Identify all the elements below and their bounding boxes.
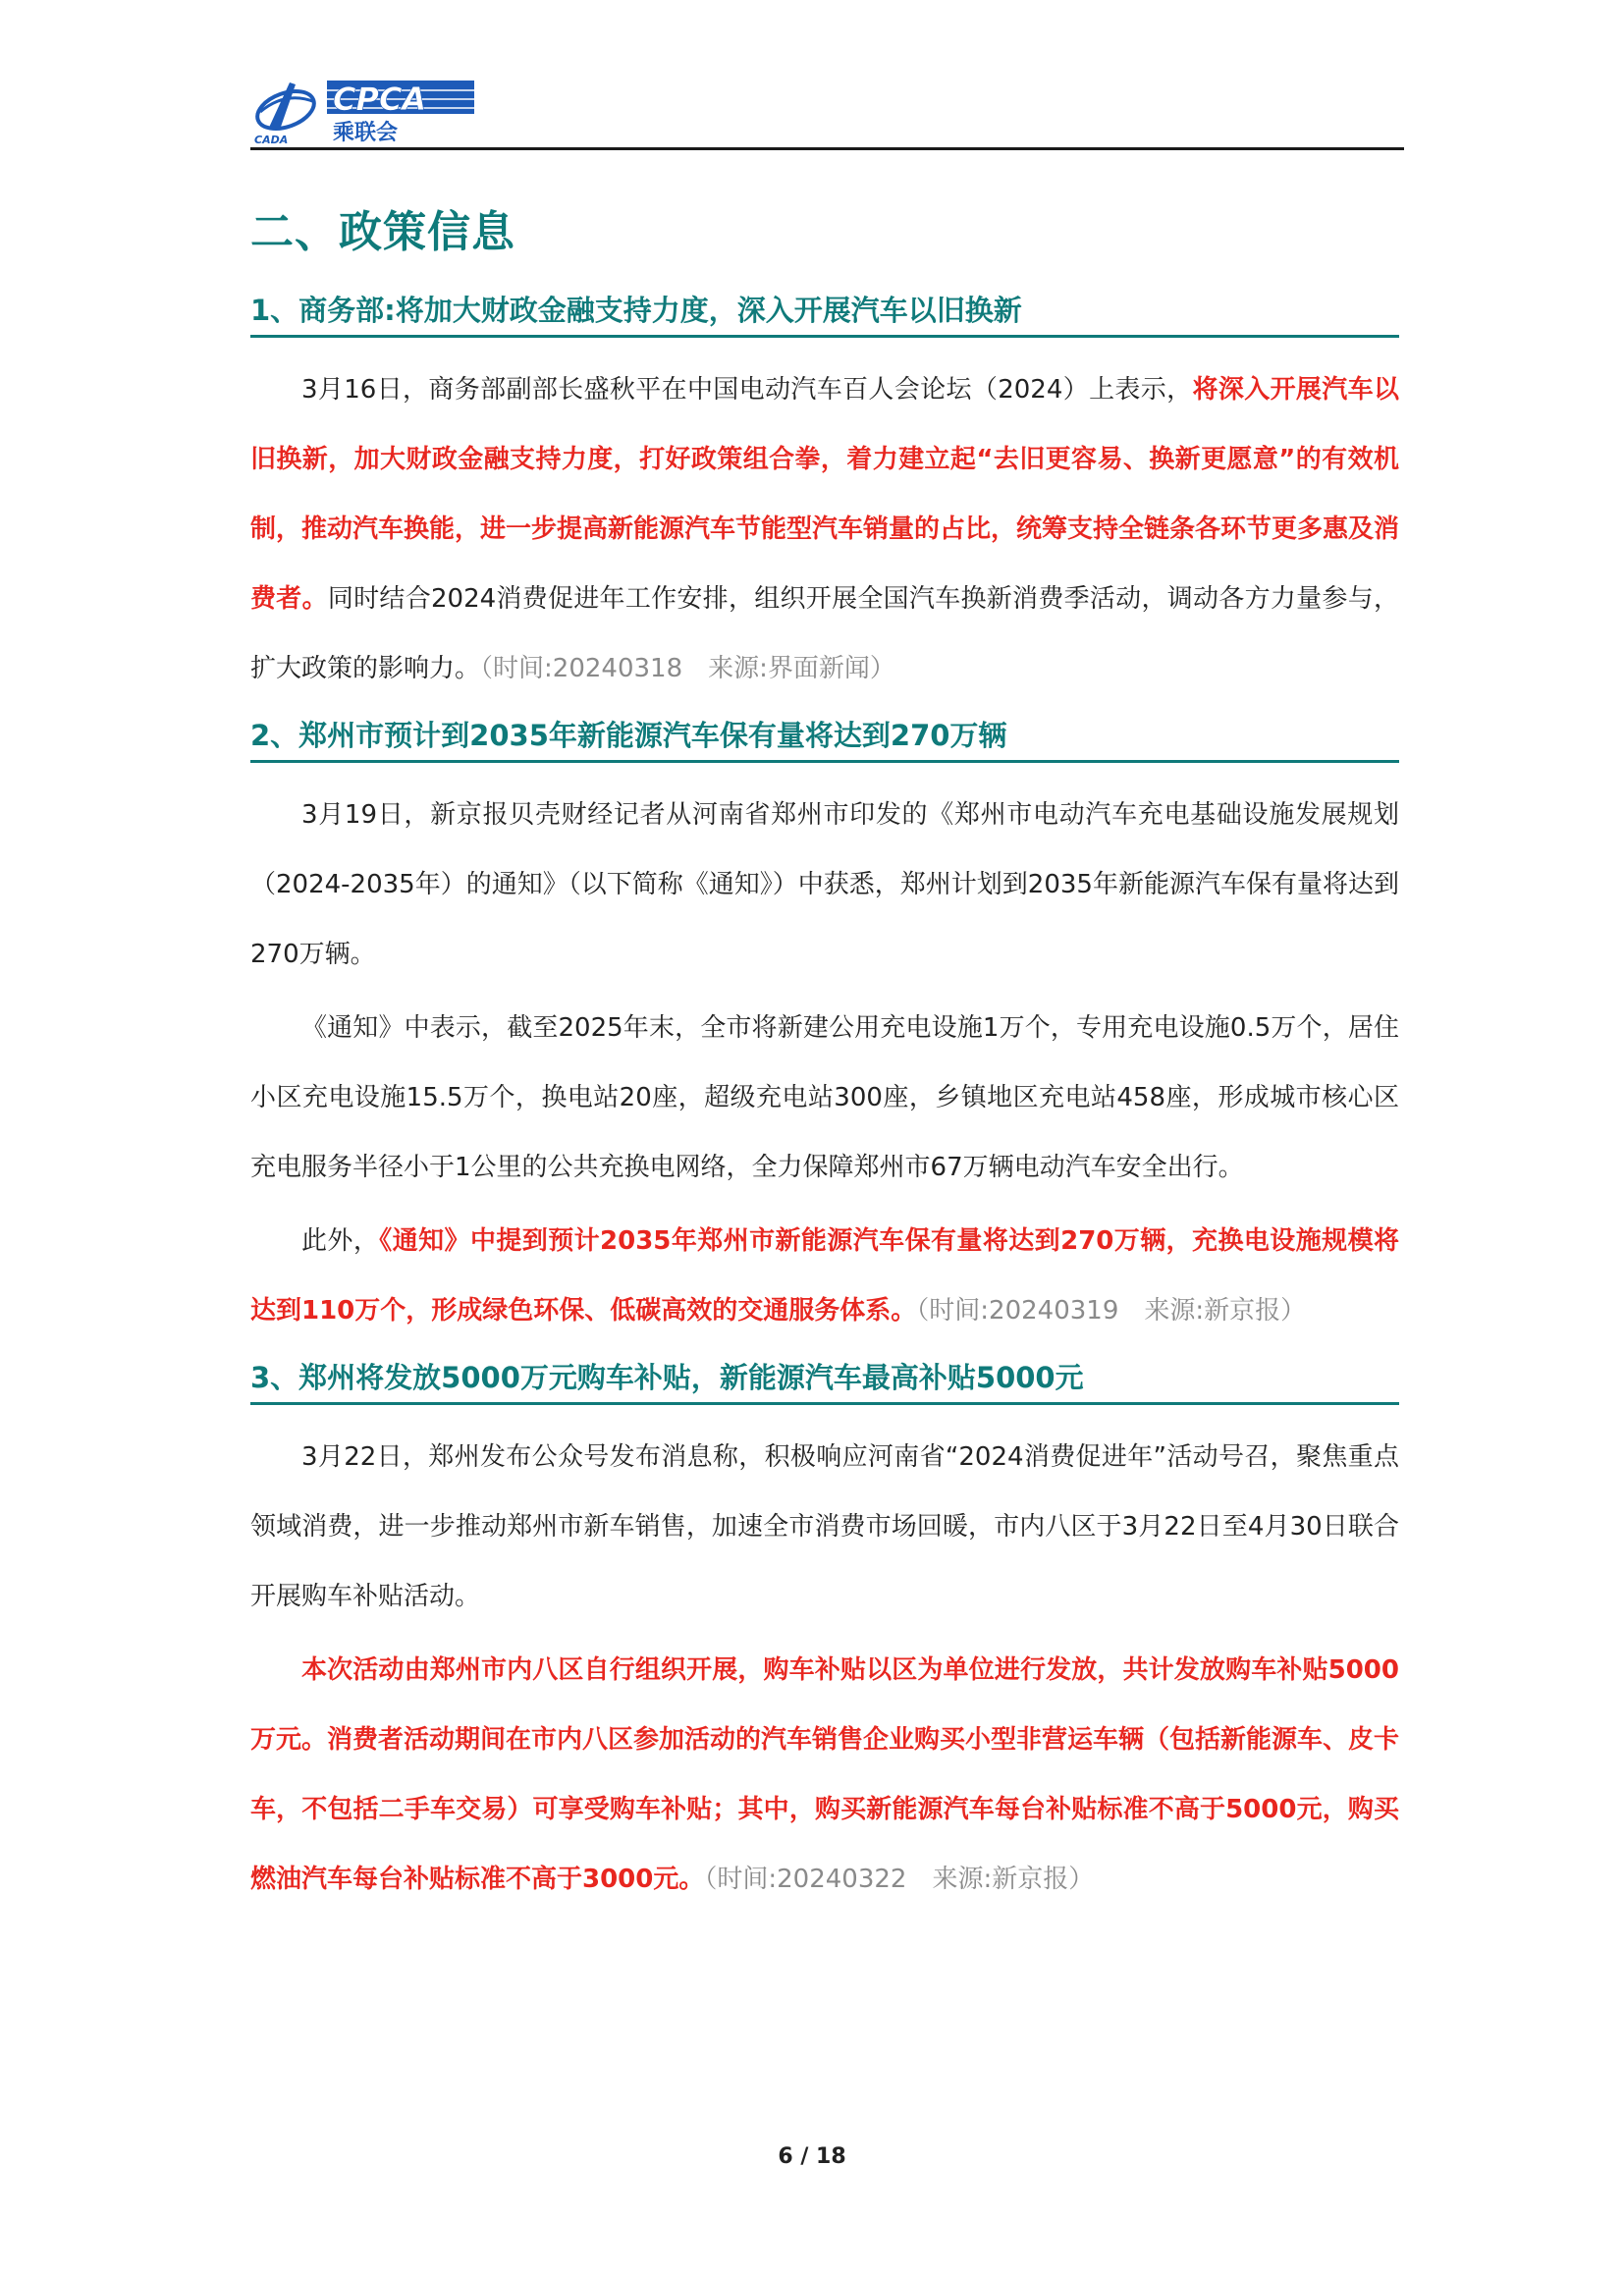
- news-heading-text: 2、郑州市预计到2035年新能源汽车保有量将达到270万辆: [250, 719, 1007, 752]
- source-note: （时间:20240318 来源:界面新闻）: [480, 654, 895, 683]
- source-note: （时间:20240322 来源:新京报）: [704, 1865, 1095, 1894]
- body-text: 同时结合2024消费促进年工作安排，组织开展全国汽车换新消费季活动，调动各方力量参与，扩大政策的影响力。: [250, 584, 1399, 683]
- header-rule: [250, 147, 1404, 150]
- news-heading: [250, 1356, 1399, 1405]
- body-text: 3月16日，商务部副部长盛秋平在中国电动汽车百人会论坛（2024）上表示，: [301, 375, 1193, 405]
- news-heading: [250, 714, 1399, 763]
- page-number: 6 / 18: [778, 2144, 846, 2169]
- svg-text:乘联会: 乘联会: [333, 121, 399, 145]
- paragraph: [250, 1636, 1399, 1915]
- body-text: 3月19日，新京报贝壳财经记者从河南省郑州市印发的《郑州市电动汽车充电基础设施发展规划（2024-2035年）的通知》（以下简称《通知》）中获悉，郑州计划到2035年新能源汽车保有量将达到270万辆。: [250, 800, 1399, 969]
- news-heading-text: 3、郑州将发放5000万元购车补贴，新能源汽车最高补贴5000元: [250, 1361, 1084, 1394]
- body-text: 3月22日，郑州发布公众号发布消息称，积极响应河南省“2024消费促进年”活动号召，聚焦重点领域消费，进一步推动郑州市新车销售，加速全市消费市场回暖，市内八区于3月22日至4月30日联合开展购车补贴活动。: [250, 1442, 1399, 1611]
- paragraph: [250, 781, 1399, 990]
- svg-text:CPCA: CPCA: [333, 81, 427, 118]
- news-heading-text: 1、商务部:将加大财政金融支持力度，深入开展汽车以旧换新: [250, 294, 1022, 327]
- document-body: [250, 196, 1399, 1919]
- highlight-text: 《通知》中提到预计2035年郑州市新能源汽车保有量将达到270万辆，充换电设施规模将达到110万个，形成绿色环保、低碳高效的交通服务体系。: [250, 1226, 1399, 1326]
- page-header: [250, 65, 1404, 147]
- svg-text:CADA: CADA: [254, 134, 289, 145]
- highlight-text: 本次活动由郑州市内八区自行组织开展，购车补贴以区为单位进行发放，共计发放购车补贴5000万元。消费者活动期间在市内八区参加活动的汽车销售企业购买小型非营运车辆（包括新能源车、皮卡车，不包括二手车交易）可享受购车补贴；其中，购买新能源汽车每台补贴标准不高于5000元，购买燃油汽车每台补贴标准不高于3000元。: [250, 1655, 1400, 1894]
- news-items: [250, 289, 1399, 1915]
- paragraph: [250, 1207, 1399, 1346]
- paragraph: [250, 1423, 1399, 1632]
- section-title: 二、政策信息: [250, 207, 515, 257]
- news-heading: [250, 289, 1399, 338]
- highlight-text: 将深入开展汽车以旧换新，加大财政金融支持力度，打好政策组合拳，着力建立起“去旧更容易、换新更愿意”的有效机制，推动汽车换能，进一步提高新能源汽车节能型汽车销量的占比，统筹支持全链条各环节更多惠及消费者。: [250, 375, 1400, 614]
- paragraph: [250, 994, 1399, 1203]
- source-note: （时间:20240319 来源:新京报）: [916, 1296, 1307, 1326]
- body-text: 此外，: [301, 1226, 380, 1256]
- cpca-logo: [250, 73, 486, 145]
- news-item: [250, 714, 1399, 1346]
- news-item: [250, 1356, 1399, 1915]
- news-item: [250, 289, 1399, 704]
- paragraph: [250, 355, 1399, 704]
- body-text: 《通知》中表示，截至2025年末，全市将新建公用充电设施1万个，专用充电设施0.5万个，居住小区充电设施15.5万个，换电站20座，超级充电站300座，乡镇地区充电站458座，形成城市核心区充电服务半径小于1公里的公共充换电网络，全力保障郑州市67万辆电动汽车安全出行。: [250, 1013, 1399, 1182]
